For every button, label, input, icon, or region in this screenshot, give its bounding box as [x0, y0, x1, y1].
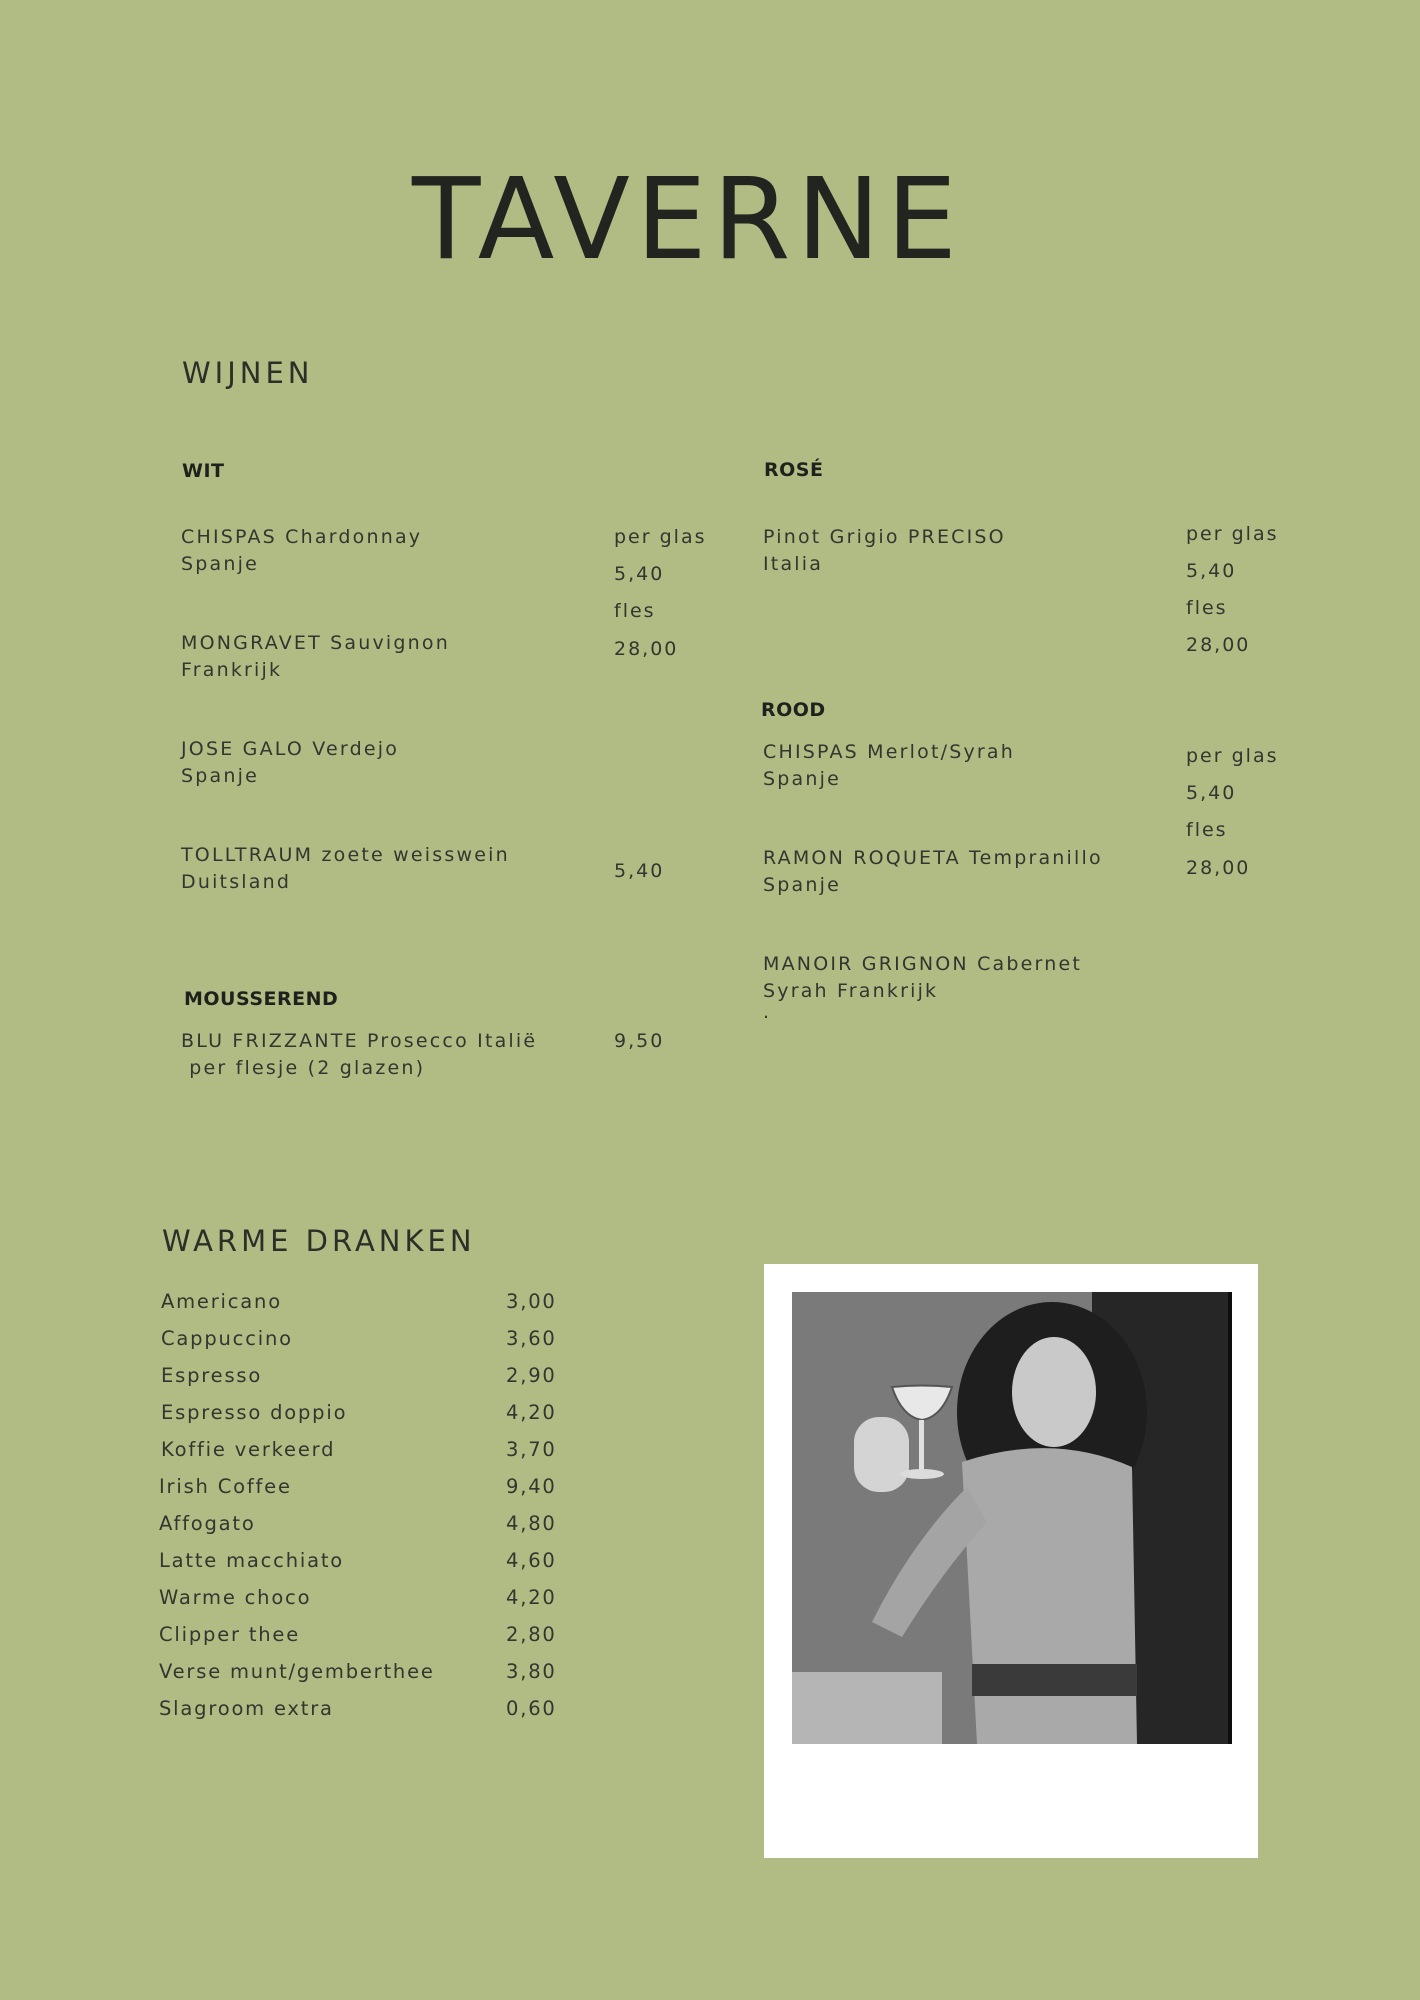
wine-origin: Spanje [181, 765, 259, 787]
wine-origin: Duitsland [181, 871, 292, 893]
wine-name: BLU FRIZZANTE Prosecco Italië [181, 1030, 538, 1052]
drink-price: 4,20 [506, 1401, 557, 1424]
drink-price: 2,80 [506, 1623, 557, 1646]
mousserend-heading: MOUSSEREND [184, 988, 339, 1010]
wine-dot: . [763, 1001, 772, 1023]
wine-item [181, 736, 399, 790]
drink-price: 3,00 [506, 1290, 557, 1313]
fles-price: 28,00 [614, 638, 679, 660]
wine-name: MANOIR GRIGNON Cabernet [763, 953, 1082, 975]
drink-price: 3,60 [506, 1327, 557, 1350]
drink-price: 0,60 [506, 1697, 557, 1720]
fles-price: 28,00 [1186, 857, 1251, 879]
wine-item [181, 1028, 537, 1082]
wine-name: TOLLTRAUM zoete weisswein [181, 844, 510, 866]
drink-price: 4,60 [506, 1549, 557, 1572]
photo [792, 1292, 1232, 1744]
drink-name: Warme choco [159, 1586, 312, 1609]
fles-label: fles [614, 600, 656, 622]
wine-item [181, 842, 510, 896]
drink-price: 3,70 [506, 1438, 557, 1461]
polaroid-frame [764, 1264, 1258, 1858]
drink-price: 4,80 [506, 1512, 557, 1535]
wine-origin: Syrah Frankrijk [763, 980, 939, 1002]
drink-name: Affogato [159, 1512, 256, 1535]
glas-price: 5,40 [1186, 560, 1237, 582]
drink-name: Slagroom extra [159, 1697, 334, 1720]
drink-name: Americano [161, 1290, 282, 1313]
mousserend-price: 9,50 [614, 1030, 665, 1052]
wine-origin: Spanje [181, 553, 259, 575]
wine-name: RAMON ROQUETA Tempranillo [763, 847, 1103, 869]
wine-item [763, 739, 1015, 793]
drink-price: 9,40 [506, 1475, 557, 1498]
wine-name: CHISPAS Chardonnay [181, 526, 423, 548]
rose-heading: ROSÉ [764, 459, 824, 481]
wine-origin: Spanje [763, 768, 841, 790]
fles-label: fles [1186, 819, 1228, 841]
wine-origin: Italia [763, 553, 824, 575]
glas-price: 5,40 [1186, 782, 1237, 804]
wine-item [763, 951, 1082, 1023]
wijnen-heading: WIJNEN [182, 356, 314, 390]
per-glas-label: per glas [1186, 745, 1279, 767]
glas-price: 5,40 [614, 563, 665, 585]
photo-illustration [792, 1292, 1228, 1744]
drink-price: 2,90 [506, 1364, 557, 1387]
wine-name: Pinot Grigio PRECISO [763, 526, 1006, 548]
wine-item [763, 845, 1103, 899]
wine-origin: Spanje [763, 874, 841, 896]
tolltraum-price: 5,40 [614, 860, 665, 882]
wine-item [181, 630, 450, 684]
wine-item [181, 524, 422, 578]
wine-name: CHISPAS Merlot/Syrah [763, 741, 1016, 763]
drink-name: Irish Coffee [159, 1475, 292, 1498]
drink-name: Espresso [161, 1364, 263, 1387]
drink-name: Verse munt/gemberthee [159, 1660, 435, 1683]
wine-item [763, 524, 1006, 578]
wine-name: JOSE GALO Verdejo [181, 738, 400, 760]
page-title: TAVERNE [412, 155, 963, 285]
drink-name: Koffie verkeerd [161, 1438, 336, 1461]
fles-price: 28,00 [1186, 634, 1251, 656]
wine-origin: Frankrijk [181, 659, 283, 681]
drink-name: Espresso doppio [161, 1401, 348, 1424]
fles-label: fles [1186, 597, 1228, 619]
per-glas-label: per glas [614, 526, 707, 548]
drink-name: Latte macchiato [159, 1549, 344, 1572]
drink-name: Clipper thee [159, 1623, 301, 1646]
rood-heading: ROOD [761, 699, 826, 721]
drink-name: Cappuccino [161, 1327, 293, 1350]
wine-name: MONGRAVET Sauvignon [181, 632, 450, 654]
per-glas-label: per glas [1186, 523, 1279, 545]
drink-price: 3,80 [506, 1660, 557, 1683]
wit-heading: WIT [182, 460, 225, 482]
wine-origin: per flesje (2 glazen) [181, 1057, 426, 1079]
drink-price: 4,20 [506, 1586, 557, 1609]
warme-dranken-heading: WARME DRANKEN [162, 1224, 476, 1258]
